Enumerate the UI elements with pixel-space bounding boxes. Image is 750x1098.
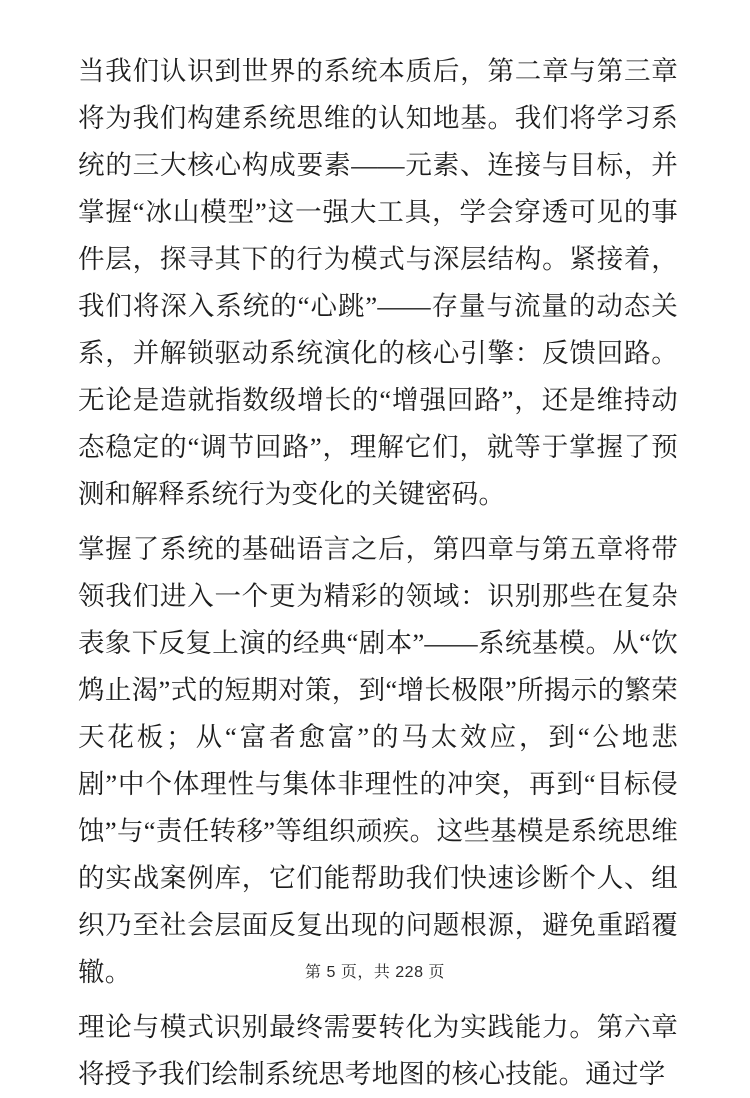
paragraph-2: 掌握了系统的基础语言之后，第四章与第五章将带领我们进入一个更为精彩的领域：识别那些在复杂表象下反复上演的经典“剧本”——系统基模。从“饮鸩止渴”式的短期对策，到“增长极限”所揭示的繁荣天花板；从“富者愈富”的马太效应，到“公地悲剧”中个体理性与集体非理性的冲突，再到“目标侵蚀”与“责任转移”等组织顽疾。这些基模是系统思维的实战案例库，它们能帮助我们快速诊断个人、组织乃至社会层面反复出现的问题根源，避免重蹈覆辙。 bbox=[78, 534, 678, 987]
paragraph-1: 当我们认识到世界的系统本质后，第二章与第三章将为我们构建系统思维的认知地基。我们将学习系统的三大核心构成要素——元素、连接与目标，并掌握“冰山模型”这一强大工具，学会穿透可见的事件层，探寻其下的行为模式与深层结构。紧接着，我们将深入系统的“心跳”——存量与流量的动态关系，并解锁驱动系统演化的核心引擎：反馈回路。无论是造就指数级增长的“增强回路”，还是维持动态稳定的“调节回路”，理解它们，就等于掌握了预测和解释系统行为变化的关键密码。 bbox=[78, 56, 678, 509]
page-footer: 第 5 页，共 228 页 bbox=[305, 964, 445, 981]
paragraph-3: 理论与模式识别最终需要转化为实践能力。第六章将授予我们绘制系统思考地图的核心技能。通过学 bbox=[78, 1012, 678, 1089]
document-body bbox=[78, 48, 678, 1098]
